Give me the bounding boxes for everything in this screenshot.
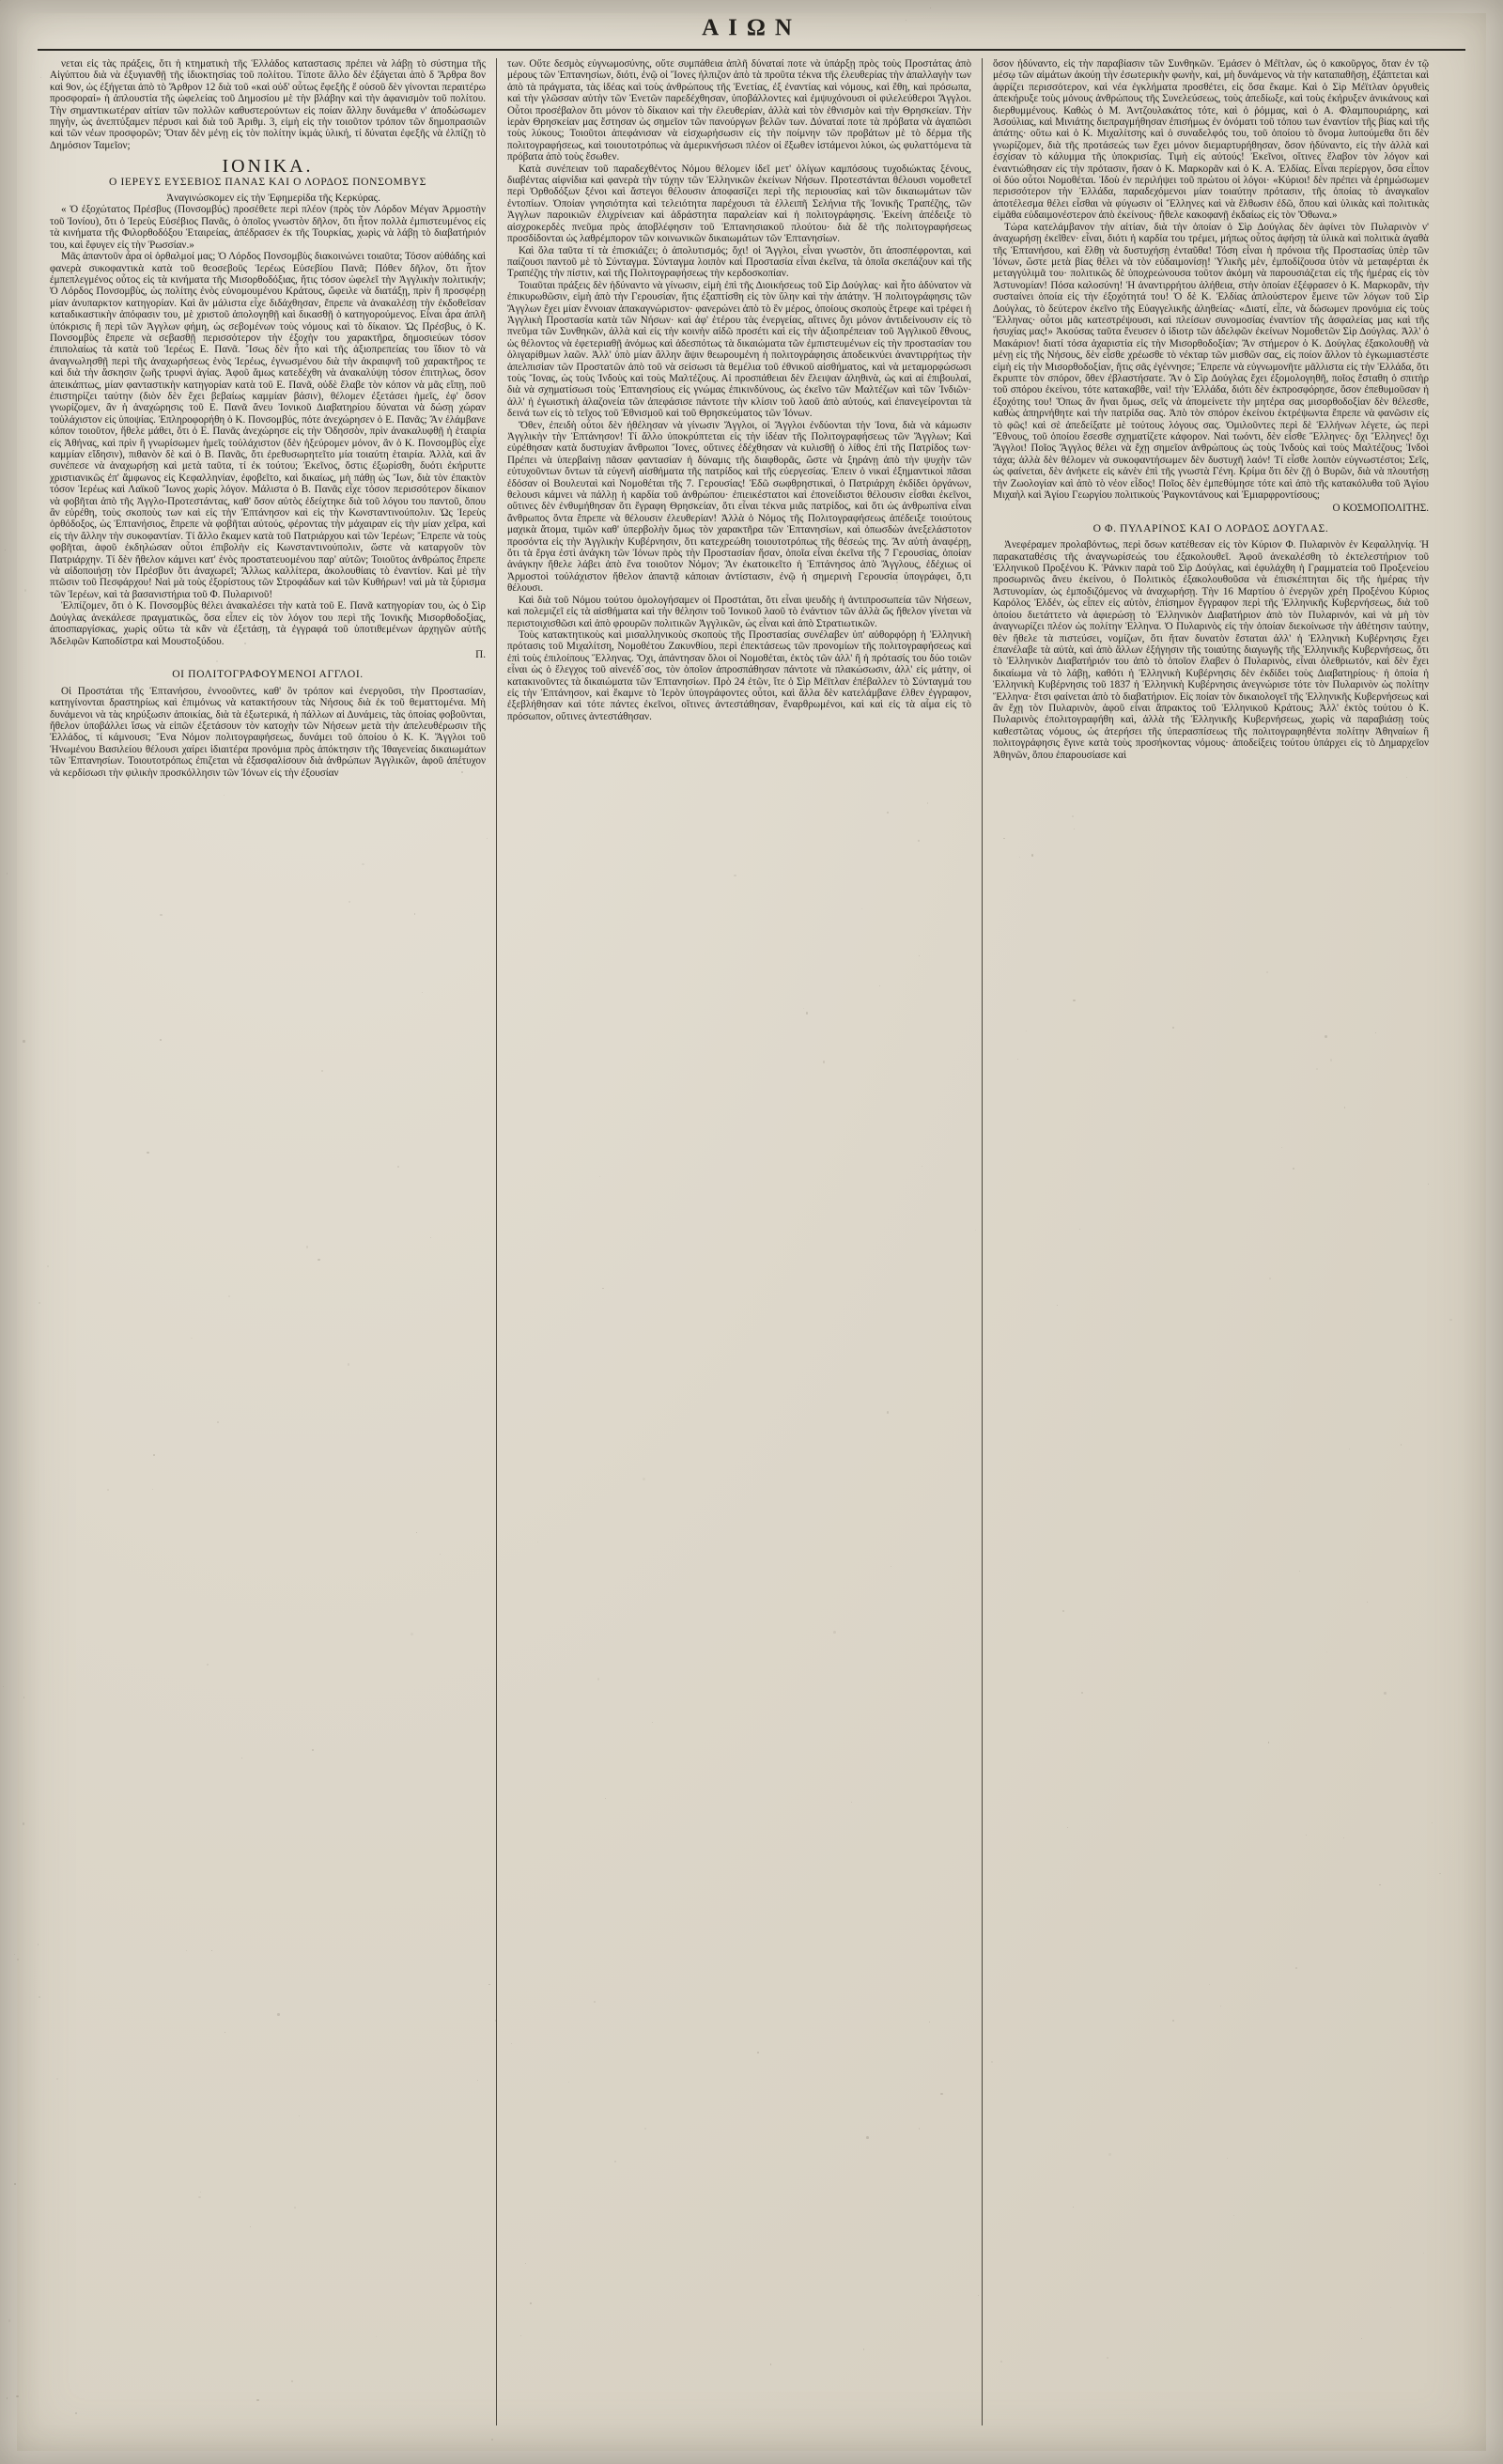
paragraph: Καὶ ὅλα ταῦτα τί τὰ ἐπισκιάζει; ὁ ἀπολυτισμός; ὄχι! οἱ Ἄγγλοι, εἶναι γνωστὸν, ὅτι ἀποσπέφρονται, καὶ παίζουσι παντοῦ μὲ τὸ Σύνταγμα. Σύνταγμα λοιπὸν καὶ Προστασία εἶναι ἐκεῖνα, τὰ ὁποῖα σκεπάζουν καὶ τῆς Τραπέζης τὴν πίστιν, καὶ τῆς Πολιτογραφήσεως τὴν κερδοσκοπίαν. <box>507 244 971 280</box>
paper-speck <box>0 0 1 1</box>
paper-speck <box>5 550 7 551</box>
paragraph: νεται εἰς τὰς πράξεις, ὅτι ἡ κτηματικὴ τῆς Ἑλλάδος καταστασις πρέπει νὰ λάβῃ τὸ σύστημα τῆς Αἰγύπτου διὰ νὰ ἐξυγιανθῇ τῆς ἰδιοκτησίας τοῦ πολίτου. Τίποτε ἄλλο δὲν ἐξάγεται ἀπὸ δ Ἄρθρα 8ον καὶ 9ον, ὡς ἐξήγεται ἀπὸ τὸ Ἄρθρον 12 διὰ τοῦ «καὶ οὐδ' οὗτως ἔφεξῆς ἔ οὐσοῦ δὲν γίνονται περαιτέρω προσφοραί» ἡ ἀπλουστία τῆς ὠφελείας τοῦ Δημοσίου μὲ τὴν βλάβην καὶ τὴν ἀφανισμὸν τοῦ πολίτου. Τὴν σημαντικωτέραν αἰτίαν τῶν πολλῶν καθυστερούντων εἰς ποίαν ἄλλην δυνάμεθα ν' ἀποδώσωμεν πηγὴν, ὡς ἀνεπτύξαμεν πέρυσι καὶ διὰ τοῦ Ἀριθμ. 3, εἰμὴ εἰς τὴν τοιοῦτον τρόπον τῶν δημοπρασιῶν καὶ τῶν νέων προσφορῶν; Ὅταν δὲν μένῃ εἰς τὸν πολίτην ἱκμάς ὑλική, τί δύναται ἐφεξῆς νὰ ἐλπίζῃ τὸ Δημόσιον Ταμεῖον; <box>50 58 486 151</box>
column-left <box>39 58 496 2425</box>
paper-speck <box>14 1954 15 1955</box>
column-middle <box>496 58 983 2425</box>
paper-speck <box>7 2397 8 2398</box>
paper-speck <box>8 2319 10 2321</box>
masthead-title: ΑΙΩΝ <box>702 15 801 40</box>
paragraph: Τοιαῦται πράξεις δὲν ἠδύναντο νὰ γίνωσιν, εἰμὴ ἐπὶ τῆς Διοικήσεως τοῦ Σὶρ Δούγλας· καὶ ἦτο ἀδύνατον νὰ ἐπικυρωθῶσιν, εἰμὴ ἀπὸ τὴν Γερουσίαν, ἥτις ἐξαπτίσθη εἰς τὸν ὕλην καὶ τὴν ἀπάτην. Ἡ πολιτογράφησις τῶν Ἄγγλων ἔχει μίαν ἔννοιαν ἀπακαγνώριστον· φανερώνει ἀπὸ τὸ ἓν μέρος, ὁποίους σκοποὺς ἔτρεφε καὶ τρέφει ἡ Ἀγγλικὴ Προστασία κατὰ τῶν Νήσων· καὶ ἀφ' ἑτέρου τὰς ἐνεργείας, αἵτινες ὄχι μόνον ἀντιδείνουσιν εἰς τὸ πνεῦμα τῶν Συνθηκῶν, ἀλλὰ καὶ εἰς τὴν κοινὴν αἰδῶ προσέτι καὶ εἰς τὴν ἀξιοπρέπειαν τοῦ Ἀγγλικοῦ ἔθνους, ὡς θέλοντος νὰ ἐφετεριαθῇ ἀνόμως καὶ ἀδεσπότως τὰ δικαιώματα τῶν ἐμπιστευμένων εἰς τὴν προστασίαν του ὀλιγαρίθμων λαῶν. Ἀλλ' ὑπὸ μίαν ἄλλην ἄψιν θεωρουμένη ἡ πολιτογράφησις ἀποδεικνύει ἀναντιρρήτως τὴν ἀπελπισίαν τῶν Προστατῶν ἀπὸ τοῦ νὰ σείσωσι τὰ θεμέλια τοῦ ἐθνικοῦ αἰσθήματος, καὶ νὰ μεταμορφώσωσι τοὺς Ἴονας, ὡς τοὺς Ἰνδοὺς καὶ τοὺς Μαλτέζους. Αἱ προσπάθειαι δὲν ἔλειψαν ἀληθινὰ, ὡς καὶ αἱ ἐπιβουλαί, διὰ νὰ σχηματίσωσι τοὺς Ἑπτανησίους εἰς γνώμας ἐπικινδύνους, ὡς ἐκεῖνο τῶν Μαλτέζων καὶ τῶν Ἰνδιῶν· ἀλλ' ἡ ἐγωιστικὴ ἀλαζονεία τῶν ἀπεφάσισε πάντοτε τὴν κλίσιν τοῦ λαοῦ ἀπὸ αὐτούς, καὶ ἐπανεγείρονται τὰ δεινά των εἰς τὸ τεῖχος τοῦ Ἐθνισμοῦ καὶ τοῦ Θρησκεύματος τῶν Ἰόνων. <box>507 279 971 420</box>
paragraph: Ὅθεν, ἐπειδὴ οὗτοι δὲν ἠθέλησαν νὰ γίνωσιν Ἄγγλοι, οἱ Ἄγγλοι ἐνδύονται τὴν Ἰονα, διὰ νὰ κάμωσιν Ἀγγλικὴν τὴν Ἑπτάνησον! Τί ἄλλο ὑποκρύπτεται εἰς τὴν ἰδέαν τῆς Πολιτογραφήσεως τῶν Ἄγγλων; Καὶ εὑρέθησαν κατὰ δυστυχίαν ἄνθρωποι Ἴονες, οὕτινες ἐδέχθησαν νὰ κυλισθῇ ὁ λίθος ἐπὶ τῆς Πατρίδος των· Πρέπει νὰ ὑπερβαίνῃ πᾶσαν φαντασίαν ἡ δύναμις τῆς διαφθορᾶς, ὥστε νὰ ξηράνῃ ἀπὸ τὴν ψυχὴν τῶν εὐτυχοῦντων ὄντων τὰ εὐγενῆ αἰσθήματα τῆς πατρίδος καὶ τῆς εὐεργεσίας. Ἐπειν ὁ νικαὶ ἐξημαντικοὶ πᾶσαι ἐδόσαν οἱ Βουλευταὶ καὶ Νομοθέται τῆς 7. Γερουσίας! Ἐδῶ σωφθρηστικαὶ, ὁ Πατριάρχη ἐκδίδει ὀργάνων, θελουσι κάμνει νὰ πάλλῃ ἡ καρδία τοῦ ἀνθρώπου· ἐπιεικέστατοι καὶ ἐπονείδιστοι θέλουσιν εἶσθαι ἐκεῖνοι, οὕτινες δὲν ἐνθυμήθησαν ὅτι ἔγραφη Θρησκείαν, ὅτι εἶναι τέκνα μιᾶς πατρίδος, καὶ ὅτι ὡς ἀνθρωπίνα εἶναι ἄνθρωπος ὄντα ἔπρεπε νὰ θέλουσιν ἐλευθερίαν! Ἀλλὰ ὁ Νόμος τῆς Πολιτογραφήσεως ἀπέδειξε τοιούτους μαχικὰ ἄτομα, τιμῶν καθ' ὑπερβολὴν ὅμως τὸν χαρακτῆρα τῶν Ἑπτανησίων, καὶ ὁπωσδὼν ἀνεξελάστοτον προσόντα εἰς τὴν Ἀγγλικὴν Κυβέρνησιν, ὅτι κατεχρεώθη τοιουτοτρόπως τῆς θέσεώς της. Ἂν αὐτὴ ἀναφέρῃ, ὅτι τὰ ἔργα ἐστὶ ἀνάγκη τῶν Ἰόνων πρὸς τὴν Προστασίαν ἤσαν, ὁποῖα εἶναι ἐκεῖνα τῆς 7 Γερουσίας, ὁποίαν ἀνάγκην ἤθελε λάβει ἀπὸ ἕνα τοιοῦτον Νόμον; Ἂν ἐκατοικεῖτο ἡ Ἑπτάνησος ἀπὸ Ἄγγλους, ἐδέχιως οἱ Ἁρμοστοὶ τοὐλάχιστον ἤθελον ἀπαντᾷ κἀποιαν ἀντίστασιν, ἐνῷ ἡ σημερινὴ Γερουσία ὑπογράφει, ὅ,τι θέλουσι. <box>507 419 971 595</box>
paragraph: Ἐλπίζομεν, ὅτι ὁ Κ. Πονσομβὺς θέλει ἀνακαλέσει τὴν κατὰ τοῦ Ε. Πανᾶ κατηγορίαν του, ὡς ὁ Σὶρ Δούγλας ἀνεκάλεσε πραγματικῶς, ὅσα εἶπεν εἰς τὸν λόγον του περὶ τῆς Ἰονικῆς Μισορθοδοξίας, ἀποσπαργίσκας, χωρὶς οὕτω τὰ κἂν νὰ ἐξετάσῃ, τὰ ἐγγραφά τοῦ ὑποτιθεμένων ἀρχηγῶν αὐτῆς Ἀδελφῶν Καποδίστρα καὶ Μουστοξύδου. <box>50 600 486 647</box>
paragraph: Τώρα κατελάμβανον τὴν αἰτίαν, διὰ τὴν ὁποίαν ὁ Σὶρ Δούγλας δὲν ἀφίνει τὸν Πυλαρινὸν ν' ἀναχωρήσῃ ἐκεῖθεν· εἶναι, διότι ἡ καρδία του τρέμει, μήπως οὗτος ἀφήσῃ τὰ ὑλικὰ καὶ πολιτικὰ ἀγαθὰ τῆς Ἑπτανήσου, καὶ ἔλθῃ νὰ δυστυχήσῃ ἐνταῦθα! Τόση εἶναι ἡ πρόνοια τῆς Προστασίας ὑπὲρ τῶν Ἰόνων, ὥστε μετὰ βίας θέλει νὰ τὸν εὐδαιμονίσῃ! Ὑλικῆς μὲν, ἐμποδίζουσα ὑτὸν νὰ μεταφέρται ἐκ μεταγγύλιμᾶ του· πολιτικῶς δὲ ὑποχρεώνουσα τοῦτον ἀκόμη νὰ παρουσιάζεται εἰς τῆς ἡμέρας εἰς τὸν Ἀστυνομίαν! Πόσα καλοσύνη! Ἡ ἀναντιρρήτου ἀλήθεια, στὴν ὁποίαν ἐξέφρασεν ὁ Κ. Μαρκορᾶν, τὴν συσταίνει ὁποία εἰς τὴν ἐξοχότητά του! Ὁ δὲ Κ. Ἐλδίας ἀπλούστερον ἔμεινε τῶν λόγων τοῦ Σὶρ Δούγλας, τὸ δεύτερον ἐκεῖνο τῆς Εὐαγγελικῆς ἀληθείας· «Διατί, εἶπε, νὰ δώσωμεν προνόμια εἰς τοὺς Ἕλληνας· οὗτοι μᾶς κατεστρέψουσι, καὶ πλείσων συνομοσίας ἐναντίον τῆς ἀσφαλείας μας καὶ τῆς ἡσυχίας μας!» Ἀκούσας ταῦτα ἔνευσεν ὁ ἰδιοτρ τῶν ἀδελφῶν ἐκείνων Νομοθετῶν Σὶρ Δούγλας. Ἀλλ' ὁ Μακάριον! διατί τόσα ἀχαριστία εἰς τὴν Μισορθοδοξίαν; Ἂν στήμερον ὁ Κ. Δούγλας ἐξακολουθῇ νὰ μένῃ εἰς τῆς Νήσους, δὲν εἶσθε χρέωσθε τὸ νέκταρ τῶν μισθῶν σας, εἰς ποίον ἄλλον τὸ ἐγκωμιαστέστε εἰμὴ εἰς τὴν Μισορθοδοξίαν, ἥτις σᾶς ἐγέννησε; Ἔπρεπε νὰ εὐγνωμονῆτε μᾶλλιστα εἰς τὴν Ἑλλάδα, ὅτι ἔκρυπτε τὸν σπόρον, ὅθεν ἐβλαστήσατε. Ἂν ὁ Σὶρ Δούγλας ἔχει ἐξομολογηθῆ, ποῖος ἔσταθη ὁ σπιτὴρ τοῦ σπόρου ἐκείνου, τότε κατακαβθε, ναὶ! τὴν Ἑλλάδα, διότι δὲν ἐκπροσφόρησε, ὅσον ἐπεθυμοῦσαν ἡ ἐξοχότης του! Ὅπως ἂν ἤναι ὅμως, σεῖς νὰ ἀπομείνετε τὴν μητέρα σας μισορθοδοξίαν δὲν θέλεσθε, καθὼς ἀπηρνήθητε καὶ τὴν πατρίδα σας. Ἀπὸ τὸν σπόρον ἐκείνου ἐκτρέψωντα ἔπρεπε νὰ φανῶσιν εἰς τὸ φῶς! καὶ σὲ ἀπεδείξατε μὲ τούτους λόγους σας. Ὁμιλοῦντες περὶ δὲ Ἑλλήνων λέγετε, ὡς περὶ Ἔθνους, τοῦ ὁποίου ἔσεσθε σχηματίζετε κάφορον. Ναὶ τωόντι, δὲν εἶσθε Ἕλληνες· ὄχι Ἕλληνες! ὄχι Ἄγγλοι! Ποῖος Ἄγγλος θέλει νὰ ἔχῃ σημεῖον ἀνθρώπους ὡς τοὺς Ἰνδοὺς καὶ τοὺς Μαλτέζους; Ἰνδοὶ τάχα; ἀλλὰ δὲν θέλομεν νὰ συκοφαντήσωμεν δὲν δυστυχῆ λαόν! Τί εἶσθε λοιπὸν εὐγνωστέστοι; Σεῖς, ὡς φαίνεται, δὲν ἀνήκετε εἰς κἀνὲν ἐπὶ τῆς γνωστὰ Γένη. Κρίμα ὅτι δὲν ζῇ ὁ Βυρῶν, διὰ νὰ πλουτήσῃ τὴν Ζωολογίαν καὶ ἀπὸ τὸ νέον εἶδος! Ποῖος δὲν ἐμπεθύμησε τότε καὶ ἀπὸ τῆς κατακόλυθα τοῦ Ἁγίου Μιχαὴλ καὶ Ἁγίου Γεωργίου πολιτικοὺς Ῥαγκοντάνους καὶ Ἐμιαρφροντίσους; <box>993 221 1429 502</box>
article-signature: Ο ΚΟΣΜΟΠΟΛΙΤΗΣ. <box>1332 503 1429 515</box>
column-container <box>39 58 1467 2425</box>
paragraph: « Ὁ ἐξοχώτατος Πρέσβυς (Πονσομβύς) προσέθετε περὶ πλέον (πρὸς τὸν Λόρδον Μέγαν Ἁρμοστὴν τοῦ Ἰονίου), ὅτι ὁ Ἱερεὺς Εὐσέβιος Πανᾶς, ὁ ὁποῖος γνωστὸν δῆλον, ὅτι ἦτον πολλὰ ἐμπιστευμένος εἰς τὰ κινήματα τῆς Φιλορθοδόξου Ἑταιρείας, ἀπέδρασεν ἐκ τῆς Τουρκίας, χωρὶς νὰ λάβῃ τὸ διαβατήριόν του, καὶ ἔφυγεν εἰς τὴν Ῥωσσίαν.» <box>50 204 486 251</box>
article-subtitle-pylarinos: Ο Φ. ΠΥΛΑΡΙΝΟΣ ΚΑΙ Ο ΛΟΡΔΟΣ ΔΟΥΓΛΑΣ. <box>1092 521 1329 535</box>
paragraph: Κατὰ συνέπειαν τοῦ παραδεχθέντος Νόμου θέλομεν ἰδεῖ μετ' ὀλίγων καμπόσους τυχοδιώκτας ξένους, διαβέντας αἰφνίδια καὶ φανερὰ τὴν τύχην τῶν Ἑλληνικῶν ἐκείνων Νήσων. Προτεστάνται θέλουσι νομοθετεῖ περὶ Ὀρθοδόξων ξένοι καὶ ἄστεγοι θέλουσιν ἀποφασίζει περὶ τῆς περιουσίας καὶ τῶν δικαιωμάτων τῶν ἐντοπίων. Ὁποίαν γνησιότητα καὶ τελειότητα παρέχουσι τὰ ἑλλειπῆ Σελήνια τῆς Ἰονικῆς Τραπέζης, τῶν Ἀγγλων παροικιῶν ἐλιχρίνειαν καὶ ἀδράστητα παραλείαν καὶ ἡ πολιτογράφησις. Ἐκείνη ἀπέδειξε τὸ αἰσχροκερδὲς πνεῦμα πρὸς ἀποβλέφησιν τοῦ Ἑπτανησιακοῦ πλούτου· διὰ δὲ τῆς πολιτογραφήσεως προσδίδονται ὡς λαθρέμπορον τῶν κοινωνικῶν δικαιωμάτων τῶν Ἑπτανησίων. <box>507 163 971 245</box>
article-subtitle-panas: Ο ΙΕΡΕΥΣ ΕΥΣΕΒΙΟΣ ΠΑΝΑΣ ΚΑΙ Ο ΛΟΡΔΟΣ ΠΟΝΣΟΜΒΥΣ <box>108 175 427 188</box>
paper-speck <box>3 1686 4 1687</box>
section-heading-ionika: ΙΟΝΙΚΑ. <box>222 156 314 178</box>
paragraph: Καὶ διὰ τοῦ Νόμου τούτου ὁμολογήσαμεν οἱ Προστάται, ὅτι εἶναι ψευδὴς ἡ ἀντιπροσωπεία τῶν Νήσεων, καὶ πολεμιζεῖ εἰς τὰ αἰσθήματα καὶ τὴν θέλησιν τοῦ Ἰονικοῦ λαοῦ τὸ ἐνάντιον τῶν ἀλλὰ ὥς ἤθελον γίνεται νὰ περιστοιχισθῶσι καὶ ἀπὸ φρουρῶν πολιτικῶν Ἀγγλικῶν, ὡς εἶναι καὶ ἀπὸ Στρατιωτικῶν. <box>507 594 971 629</box>
paragraph: ὅσον ἠδύναντο, εἰς τὴν παραβίασιν τῶν Συνθηκῶν. Ἐμάσεν ὁ Μέϊτλαν, ὡς ὁ κακοῦργος, ὅταν ἐν τῷ μέσῳ τῶν αἱμάτων ἀκούῃ τὴν ἐσωτερικὴν φωνὴν, καὶ, μὴ δυνάμενος νὰ τὴν καταπαθῆσῃ, ἐξάπτεται καὶ ἀφρίζει περισσότερον, καὶ νέα ἐγκλήματα προσθέτει, εἰς ὅσα ἔκαμε. Καὶ ὁ Σὶρ Μέϊτλαν ὀργυθεὶς ἀπεκήρυξε τοὺς μόνους ἀνθρώπους τῆς Συνελεύσεως, τοὺς ἀπεδίωξε, καὶ τοὺς ἐκήρυξεν ἀνικάνους καὶ διερθυμμένους. Καθὼς ὁ Μ. Ἀντζουλακάτος τότε, καὶ ὁ ῥόμμας, καὶ ὁ Α. Φλαμπουριάρης, καὶ Ἀσούλιας, καὶ Μινιάτης διεπραγμήθησαν ἐπισήμως ἐν ὀνόματι τοῦ τόπου των ἐναντίον τῆς βίας καὶ τῆς ἀπάτης· οὕτω καὶ ὁ Κ. Μιχαλίτσης καὶ ὁ συναδελφός του, τοῦ ὁποίου τὸ ὄνομα λυπούμεθα ὅτι δὲν γνωρίζομεν, διὰ τῆς προτάσεώς των ἔχει μόνον διεμαρτυρήθησαν, ὅσον ἠδύναντο, εἰς τὴν ἀλλὰ καὶ ἐσχίσαν τὸ κάλυμμα τῆς ὑποκρισίας. Τιμὴ εἰς αὐτούς! Ἐκεῖνοι, οἵτινες ἔλαβον τὸν λόγον καὶ ἐναντιώθησαν εἰς τὴν πρότασιν, ἤσαν ὁ Κ. Μαρκορᾶν καὶ ὁ Κ. Α. Ἐλδίας. Εἶναι περίεργον, ὅσα εἶπον οἱ δύο οὗτοι Νομοθέται. Ἰδοὺ ἐν περιλήψει τοῦ πρώτου οἱ λόγοι· «Κύριοι! δὲν πρέπει νὰ ἐρημώσωμεν περισσότερον τὴν Ἑλλάδα, παραδεχόμενοι μίαν τοιαύτην πρότασιν, τῆς ὁποίας τὸ ἀναγκαῖον ἀποτέλεσμα θέλει εἶσθαι νὰ φύγωσιν οἱ Ἕλληνες καὶ νὰ ἔλθωσιν ἐδῶ, ὅπου καὶ ὑλικὰς καὶ πολιτικὰς εἱμᾶθα εὐδαιμονέστερον ἀπὸ ἐκείνους· ἤθελε κακοφανῇ ἐκδαίως εἰς τὸν Ὄθωνα.» <box>993 58 1429 222</box>
paragraph: Τοὺς κατακτητικοὺς καὶ μισαλληνικοὺς σκοποὺς τῆς Προστασίας συνέλαβεν ὑπ' αὐθορφόρῃ ἡ Ἑλληνικὴ πρότασις τοῦ Μιχαλίτση, Νομοθέτου Ζακυνθίου, περὶ ἐπεκτάσεως τῶν προνομίων τῆς πολιτογραφήσεως καὶ ἐπὶ τοὺς ἐπιλοίπους Ἕλληνας. Ὄχι, ἀπάντησαν ὅλοι οἱ Νομοθέται, ἐκτὸς τῶν ἀλλ' ἢ ἡ πρότασίς του δύο τοιῶν εἶναι ὡς ὁ ἔλεγχος τοῦ αἰνενέδ᾽σος, τὸν ὁποῖον ἀπροσπάθησαν πάντοτε νὰ πλακώσωσιν, ἀλλ' εἰς μάτην, οἱ κατακινοῦντες τὰ δικαιώματα τῶν Ἑπτανησίων. Πρὸ 24 ἐτῶν, ἵτε ὁ Σὶρ Μέϊτλαν ἐπέβαλλεν τὸ Σύνταγμά του εἰς τὴν Ἑπτάνησον, καὶ ἔκαμνε τὸ Ἱερὸν ὑπογράφοντες οὗτοι, καὶ ἄλλα δὲν κατελάμβανε ἐλθεν ἐγγραφον, ἐξεβλήθησαν καὶ τότε πάντες ἐκεῖνοι, οἵτινες ἀντεστάθησαν, ἔναρθρωμένοι, καὶ καὶ εἰς τὰ αἷμα εἰς τὸ πρόσωπον, οὕτινες ἀντεστάθησαν. <box>507 628 971 722</box>
paper-speck <box>14 2183 16 2185</box>
paragraph: Ἀνεφέραμεν προλαβόντως, περὶ ὅσων κατέθεσαν εἰς τὸν Κύριον Φ. Πυλαρινὸν ἐν Κεφαλληνίᾳ. Ἡ παρακαταθέσις τῆς ἀναγνωρίσεώς του ἐξακολουθεῖ. Ἀφοῦ ἀνεκαλέσθη τὸ ἐκτελεστήριον τοῦ Ἑλληνικοῦ Προξένου Κ. Ῥάνκιν παρὰ τοῦ Σὶρ Δούγλας, καὶ ἐφυλάχθη ἡ Γραμματεία τοῦ Προξενείου προσωρινῶς ἄνευ ἐκείνου, ὁ Πολιτικὸς ἐξακολουθοῦσα νὰ ἐπισκέπτηται δὶς τῆς ἡμέρας τὴν Ἀστυνομίαν, ὡς ἐμποδιζόμενος νὰ ἀναχωρήσῃ. Τὴν 16 Μαρτίου ὁ ἐνεργῶν χρέη Προξένου Κύριος Καρόλος Ἐλδέν, ὡς εἶπεν εἰς αὐτὸν, ἐπίσημον ἔγγραφον περὶ τῆς Ἑλληνικῆς Κυβερνήσεως, διὰ τοῦ ὁποίου διετάττετο νὰ ἀφιερώσῃ τὸ Ἑλληνικὸν Διαβατήριον ἀπὸ τὸν Πυλαρινόν, καὶ νὰ μὴ τὸν ἀναγνωρίζει πλέον ὡς πολίτην Ἑλληνα. Ὁ Πυλαρινὸς εἰς τὴν ὁποίαν διεκοίνωσε τὴν ἀθέτησιν ταύτην, θὲν ἤθελε τὰ πιστεύσει, νομίζων, ὅτι ἤταν δυνατὸν ἔσταται ἀλλ' ἡ Ἑλληνικὴ Κυβέρνησις ἔχει ἐπανέλαβε τὰ αὐτὰ, καὶ ἀπὸ ἄλλων ἐξήγησιν τῆς τοιαύτης διαγωγῆς τῆς Ἑλληνικῆς Κυβερνήσεως, ὅτι τὸ Ἑλληνικὸν Διαβατήριόν του ἀπὸ τὸ ὁποῖον ἔλαβεν ὁ Πυλαρινὸς, εἶναι ὀλεθριωτόν, καὶ δὲν ἔχει δικαίωμα νὰ τὸ λάβῃ, καθότι ἡ Ἑλληνικὴ Κυβέρνησις δὲν ἐκδίδει τοὺς Διαβατηρίους· ἡ ὁποία ἡ Ἑλληνικὴ Κυβέρνησις τοῦ 1837 ἡ Ἑλληνικὴ Κυβέρνησις ἀνεγνώρισε τότε τὸν Πυλαρινὸν ὡς πολίτην Ἕλληνα· ἔτσι φαίνεται ἀπὸ τὸ διαβατήριον. Εἰς ποίαν τὸν δικαιολογεῖ τῆς Ἑλληνικῆς Κυβερνήσεως καὶ ἂν ἔχῃ τὸν Πυλαρινὸν, ἀφοῦ εἶναι ἄπρακτος τοῦ Ἑλληνικοῦ Κράτους; Ἀλλ' ἐκτὸς τούτου ὁ Κ. Πυλαρινὸς ἐπολιτογραφήθη καὶ, ἀλλὰ τῆς Ἑλληνικῆς Κυβερνήσεως, χωρὶς νὰ παραβιάσῃ τοὺς καθεστῶτας νόμους, ὡς ἀτερήσει τῆς ὑπερασπίσεως τῆς πολιτογραφηθέντα πολίτην Ἀθηναίων ἢ πολιτογράφησις ἔγινε κατὰ τοὺς προσήκοντας νόμους· ἀποδείξεις τούτου ὑπάρχει εἰς τὸ Δημαρχεῖον Ἀθηνῶν, ὅπου ἐπαρουσίασε καὶ <box>993 539 1429 761</box>
article-signature: Π. <box>475 648 486 660</box>
article-subtitle-politografoumenoi: ΟΙ ΠΟΛΙΤΟΓΡΑΦΟΥΜΕΝΟΙ ΑΓΓΛΟΙ. <box>172 668 364 681</box>
masthead-rule <box>38 49 1465 51</box>
column-right <box>983 58 1439 2425</box>
paragraph: των. Οὔτε δεσμὸς εὐγνωμοσύνης, οὔτε συμπάθεια ἁπλῆ δύναταί ποτε νὰ ὑπάρξῃ πρὸς τοὺς Προστάτας ἀπὸ μέρους τῶν Ἑπτανησίων, διότι, ἐνῷ οἱ Ἴονες ἠλπιζον ἀπὸ τὰ προῦτα τέκνα τῆς ἐλευθερίας τὴν ἀπαλλαγὴν των ἀπὸ τὰ πράγματα, τὰς ἰδέας καὶ τοὺς ἀνθρώπους τῆς Ἑνετίας, ἐξ ἐναντίας καὶ νόμους, καὶ ἔθη, καὶ πρόσωπα, καὶ τὴν γλῶσσαν αὐτὴν τῶν Ἑνετῶν παρεδέχθησαν, ὑποβάλλοντες καὶ ἐμψυχόνουσι οἱ φιλελεύθεροι Ἄγγλοι. Οὗτοι προσέβαλον ὅτι μόνον τὸ δίκαιον καὶ τὴν ἐλευθερίαν, ἀλλὰ καὶ τὸν ἐθνισμὸν καὶ τὴν Θρησκείαν. Τὴν ἱερὰν Θρησκείαν μας ἕστησαν ὡς σημεῖον τῶν πανούργων βελῶν των. Δύναταί ποτε τὰ πρόβατα νὰ ἀγαπῶσι τοὺς λύκους; Τοιοῦτοι ἀπεφάνισαν νὰ εἰσχωρήσωσιν εἰς τὴν ποίμνην τῶν προβάτων μὲ τὸ δέρμα τῆς πολιτογραφήσεως, καὶ τοιουτοτρόπως νὰ ἀμερικνήσωσι πλέον οἱ ἔξωθεν ἱστάμενοι λύκοι, ὡς φυλαττόμενα τὰ πρόβατα ἀπὸ τοὺς ἔσωθεν. <box>507 58 971 163</box>
paragraph: Μᾶς ἀπαντοῦν ἆρα οἱ ὀρθαλμοί μας; Ὁ Λόρδος Πονσομβὺς διακοινώνει τοιαῦτα; Τόσον αὐθάδης καὶ φανερὰ συκοφαντικὰ κατὰ τοῦ θεοσεβοῦς Ἱερέως Εὐσεβίου Πανᾶ; Πόθεν δῆλον, ὅτι ἦτον ἐμπεπλεγμένος οὗτος εἰς τὰ κινήματα τῆς Μισορθοδόξιας, ἥτις τόσον ὠφελεῖ τὴν Ἀγγλικὴν πολιτικήν; Ὁ Λόρδος Πονσομβὺς, ὡς πολίτης ἐνὸς εὐνομουμένου Κράτους, ὤφειλε νὰ διατάξῃ, πρὶν ἢ προσφέρῃ μίαν ἀνυπαρκτον κατηγορίαν. Καὶ ἂν μάλιστα εἶχε διδάχθησαν, ἔπρεπε νὰ ἀνακαλέσῃ τὴν ἐκδοθεῖσαν καταδικαστικὴν ἀπόφασιν του, μὲ χριστοῦ ἀπολογηθῇ καὶ δικασθῇ ὁ κατηγορούμενος. Εἶναι ἆρα ἀπλῆ ὑπόκρισις ἢ περὶ τῶν Ἀγγλων φήμη, ὡς σεβομένων τοὺς νόμους καὶ τὸ δίκαιον. Ὡς Πρέσβυς, ὁ Κ. Πονσομβὺς ἔπρεπε νὰ σεβασθῇ περισσότερον τὴν ἐξοχὴν του χαρακτῆρα, δημοσιεύων τόσον ἐπιπολαίως τὰ κατὰ τοῦ Ἱερέως Ε. Πανᾶ. Ἴσως δὲν ἦτο καὶ τῆς ἀξιοπρεπείας του ἴδιον τὸ νὰ ἀναγνωλησθῇ περὶ τῆς ἀναχωρήσεως ἑνὸς Ἱερέως, ἐγνωσμένου διὰ τὴν ἀκραιφνῆ τοῦ χαρακτῆρος τε καὶ διὰ τὴν ἄσκησιν ζωῆς τρυφνὶ ἁγίας. Ἀφοῦ ἅμως κατεδέχθη νὰ ἀνακαλύψῃ τόσον ἐπιτηλως, ὅσον ἀπεικάπτως, μίαν φανταστικὴν κατηγορίαν κατὰ τοῦ Ε. Πανᾶ, οὐδὲ ἔλαβε τὸν κόπον νὰ μᾶς εἴπῃ, ποῦ ἐπιστηρίζει ταύτην (διὸν δὲν ἔχει βεβαίως καμμίαν βάσιν), θέλομεν ἐξετάσει ἡμεῖς, ἐφ' ὅσον γνωρίζομεν, ἂν ἡ ἀναχώρησις τοῦ Ε. Πανᾶ ἄνευ Ἰονικοῦ Διαβατηρίου δύναται νὰ δώσῃ χώραν τοὐλάχιστον εἰς ὑποψίας. Ἐπληροφορήθη ὁ Κ. Πονσομβύς, πότε ἀνεχώρησεν ὁ Ε. Πανᾶς; Ἂν ἐλάμβανε κόπον τοιοῦτον, ἤθελε μάθει, ὅτι ὁ Ε. Πανᾶς ἀνεχώρησε εἰς τὴν Ὀδησσὸν, πρὶν ἀνακαλυφθῇ ἡ ἑταιρία εἰς Ἀθήνας, καὶ πρὶν ἢ γνωρίσωμεν ἡμεῖς τοὐλάχιστον (δὲν ἠξεύρομεν μόνον, ἂν ὁ Κ. Πονσομβὺς εἶχε καμμίαν εἴδησιν), πιθανὸν δὲ καὶ ὁ Β. Πανᾶς, ὅτι ἐρεθυσωρητεῖτο μία τοιαύτη ἑταιρία. Ἀλλὰ, καὶ ἂν συνέπεσε νὰ ἀναχωρήσῃ καὶ μετὰ ταῦτα, τί ἐκ τούτου; Ἐκεῖνος, ὅστις ἐξωρίσθη, δυότι ἐκήρυττε χριστιανικῶς ἐπ' ἄμφωνος εἰς Κεφαλληνίαν, ἐφοβεῖτο, καὶ δικαίως, μὴ πάθῃ ὡς Ἴων, διὰ τὸν ἐπακτὸν τόσον Ἱερέως καὶ Λαϊκοῦ Ἴωνος χωρὶς λόγον. Μάλιστα ὁ Β. Πανᾶς εἶχε τόσον περισσότερον δίκαιον νὰ φοβῆται ἀπὸ τῆς Ἀγγλο-Προτεστάντας, καθ' ὅσον αὐτὸς ἐδείχτηκε διὰ τοῦ λόγου του παντοῦ, ὅπου ἂν εὑρέθη, τοὺς σκοποὺς των καὶ εἰς τὴν Ἐπτάνησον καὶ εἰς τὴν Κωνσταντινούπολιν. Ὡς Ἱερεὺς ὀρθόδοξος, ὡς Ἑπτανήσιος, ἔπρεπε νὰ φοβῆται αὐτούς, φέροντας τὴν μάχαιραν εἰς τὴν μίαν χεῖρα, καὶ εἰς τὴν ἄλλην τὴν συκοφαντίαν. Τί ἄλλο ἔκαμεν κατὰ τοῦ Πατριάρχου καὶ τῶν Ἱερέων; Ἔπρεπε νὰ τοὺς φοβῆται, ἀφοῦ ἐκδηλώσαν οὗτοι ἐπιβολὴν εἰς Κωνσταντινούπολιν, ὥστε νὰ καταργοῦν τὸν Πατριάρχην. Τί δὲν ἤθελον κάμνει κατ' ἐνὸς προστατευομένου παρ' αὐτῶν; Τοιοῦτος ἀνθρώπος ἔπρεπε νὰ αἰδοποιήσῃ τὸν Πρέσβυν ὅτι ἀναχωρεῖ; Ἄλλως καλλίτερα, ἀκολουθίαις τὸ ἐναντίον. Καὶ μὲ τὴν πτῶσιν τοῦ Πεσφάρχου! Ναὶ μὰ τοὺς ἐξορίστους τῶν Στροφάδων καὶ τῶν Κυθήρων! ναὶ μὰ τὰ ξύρισμα τῶν Ἱερέων, καὶ τὰ βασανιστήρια τοῦ Φ. Πυλαρινοῦ! <box>50 251 486 600</box>
paragraph: Οἱ Προστάται τῆς Ἑπτανήσου, ἐννοοῦντες, καθ' ὃν τρόπον καὶ ἐνεργοῦσι, τὴν Προστασίαν, κατηγίνονται δραστηρίως καὶ ἐπιμόνως νὰ κατακτήσουν τὰς Νήσους διὰ ἐκ τοῦ θεματτομένα. Μὴ δυνάμενοι νὰ τὰς κηρύξωσιν ἀποικίας, διὰ τὰ ἐξωτερικά, ἡ πάλλων αἱ Δυνάμεις, τὰς ὁποίας φοβοῦνται, ἤθελον ὑποβάλλει ἴσως νὰ εἰπῶν ἐξετάσουν τὸν κατοχὴν τῶν Νήσεων μετὰ τὴν ἀπελευθέρωσιν τῆς Ἑλλάδος, τί κάμνουσι; Ἕνα Νόμον πολιτογραφήσεως, δυνάμει τοῦ ὁποίου ὁ Κ. Κ. Ἄγγλοι τοῦ Ἡνωμένου Βασιλείου θέλουσι χαίρει ἰδιαιτέρα προνόμια πρὸς ἀπόκτησιν τῆς Ἰθαγενείας δικαιωμάτων τῶν Ἑπτανησίων. Τοιουτοτρόπως ἐπιζεται νὰ ἐξασφαλίσουν διὰ ἀνθρώπων Ἀγγλικῶν, ἀφοῦ ἀπέτυχον νὰ κερδίσωσι τὴν φιλικὴν προσκόλλησιν τῶν Ἰόνων εἰς τὴν ἐξουσίαν <box>50 685 486 779</box>
paper-speck <box>7 873 8 874</box>
article-source-line: Ἀναγινώσκομεν εἰς τὴν Ἐφημερίδα τῆς Κερκύρας. <box>166 193 380 205</box>
